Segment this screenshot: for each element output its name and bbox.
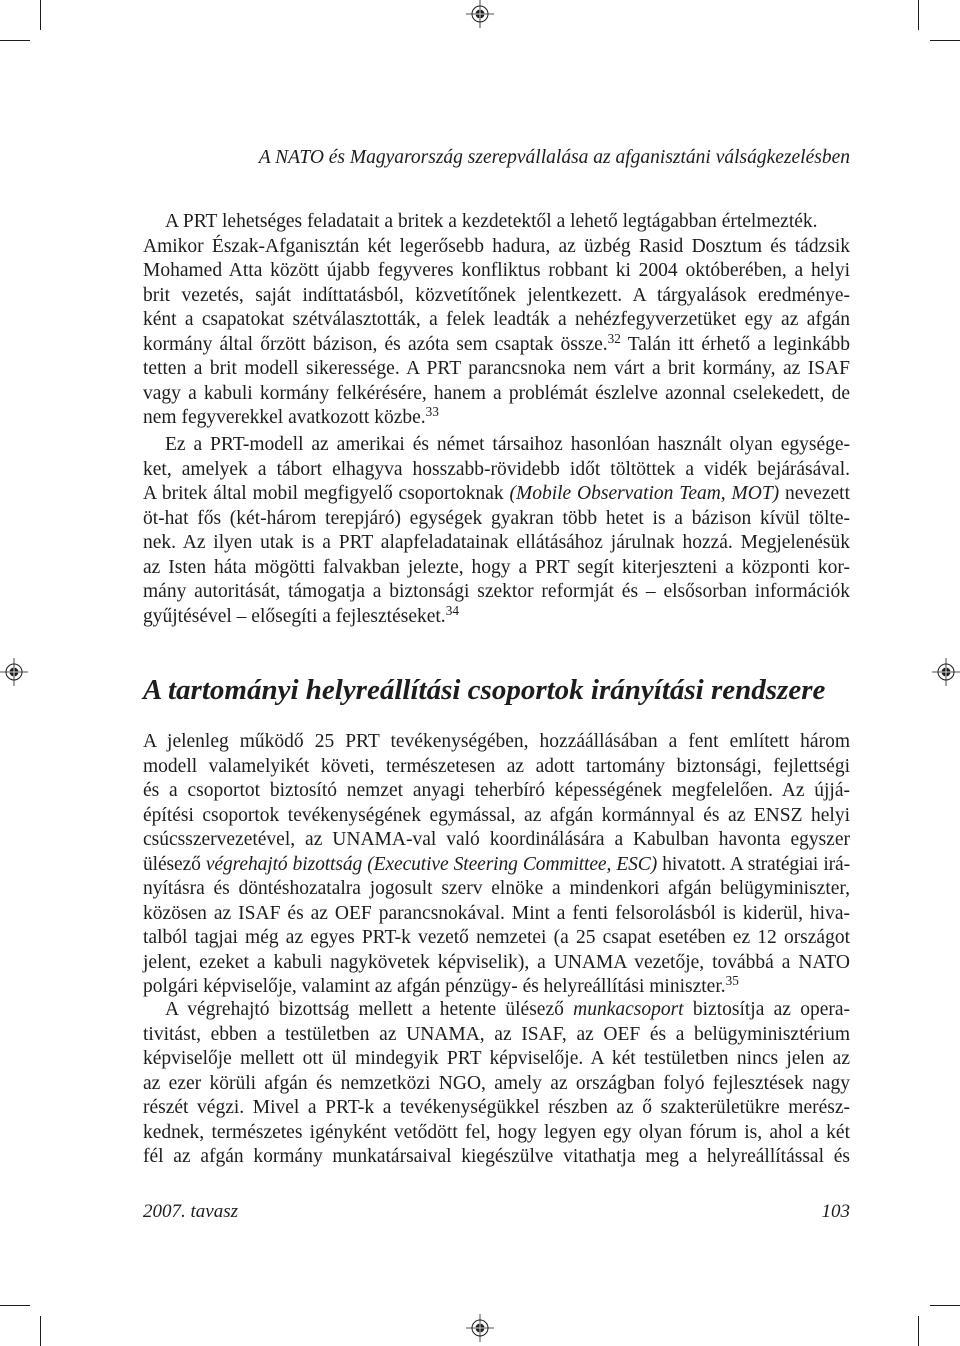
- text-line: [143, 580, 850, 605]
- text-run: kednek, természetes igényként vetődött fel, hogy legyen egy olyan fórum is, ahol a két: [143, 1121, 850, 1143]
- footnote-reference: 32: [607, 330, 621, 346]
- registration-mark-icon: [932, 658, 960, 686]
- text-line: [143, 330, 850, 358]
- text-run: A britek által mobil megfigyelő csoportoknak: [143, 483, 510, 504]
- crop-mark: [918, 0, 919, 30]
- text-line: [143, 406, 850, 431]
- text-line: [143, 1072, 850, 1097]
- text-run: tetten a brit modell sikeressége. A PRT parancsnoka nem várt a brit kormány, az ISAF: [143, 358, 850, 379]
- running-header: A NATO és Magyarország szerepvállalása az afganisztáni válságkezelésben: [258, 147, 850, 168]
- text-line: [143, 458, 850, 483]
- text-run: modell valamelyikét követi, természetesen az adott tartomány biztonsági, fejlettségi: [143, 755, 850, 777]
- crop-mark: [918, 1316, 919, 1346]
- text-run: A végrehajtó bizottság mellett a hetente ülésező: [165, 999, 574, 1020]
- paragraph: [143, 433, 850, 629]
- paragraph: [143, 730, 850, 1000]
- text-line: [143, 602, 850, 630]
- text-run: A PRT lehetséges feladatait a britek a kezdetektől a lehető legtágabban értelmezték.: [165, 211, 818, 232]
- text-line: [143, 1121, 850, 1146]
- footnote-reference: 33: [425, 404, 439, 420]
- text-line: [143, 902, 850, 927]
- text-run: jelent, ezeket a kabuli nagykövetek képviselik), a UNAMA vezetője, továbbá a NATO: [143, 951, 850, 973]
- crop-mark: [0, 1305, 30, 1306]
- paragraph: [143, 998, 850, 1170]
- text-line: [143, 877, 850, 902]
- text-run: ülésező: [143, 853, 206, 875]
- text-line: [143, 975, 850, 1000]
- text-run: tivitást, ebben a testületben az UNAMA, az ISAF, az OEF és a belügyminisztérium: [143, 1023, 850, 1045]
- text-run: fél az afgán kormány munkatársaival kiegészülve vitathatja meg a helyreállítással és: [143, 1146, 850, 1167]
- text-run: gyűjtésével – elősegíti a fejlesztéseket.: [143, 605, 446, 627]
- text-line: [143, 235, 850, 260]
- text-run: nyításra és döntéshozatalra jogosult szerv elnöke a mindenkori afgán belügyminiszter,: [143, 878, 850, 899]
- text-line: [143, 259, 850, 284]
- italic-text: munkacsoport: [573, 999, 684, 1020]
- text-line: [143, 926, 850, 951]
- text-line: [143, 210, 850, 235]
- crop-mark: [40, 0, 41, 30]
- text-line: [143, 828, 850, 853]
- crop-mark: [0, 40, 30, 41]
- crop-mark: [930, 1305, 960, 1306]
- text-run: ként a csapatokat szétválasztották, a felek leadták a nehézfegyverzetüket egy az afgán: [143, 309, 850, 330]
- registration-mark-icon: [0, 658, 28, 686]
- text-run: kormány által őrzött bázison, és azóta sem csaptak össze.: [143, 333, 608, 355]
- registration-mark-icon: [466, 1314, 494, 1342]
- text-run: nem fegyverekkel avatkozott közbe.: [143, 407, 426, 428]
- text-run: építési csoportok tevékenységének egymással, az afgán kormánnyal és az ENSZ helyi: [143, 804, 850, 826]
- text-run: nek. Az ilyen utak is a PRT alapfeladatainak ellátásához járulnak hozzá. Megjelenésük: [143, 532, 850, 553]
- text-line: [143, 1023, 850, 1048]
- text-run: az Isten háta mögötti falvakban jelezte, hogy a PRT segít kiterjeszteni a központi kor-: [143, 556, 850, 578]
- text-run: Mohamed Atta között újabb fegyveres konfliktus robbant ki 2004 októberében, a helyi: [143, 260, 850, 281]
- text-line: [143, 804, 850, 829]
- text-run: brit vezetés, saját indíttatásból, közvetítőnek jelentkezett. A tárgyalások eredménye-: [143, 284, 850, 306]
- issue-label: 2007. tavasz: [143, 1201, 238, 1222]
- text-run: polgári képviselője, valamint az afgán pénzügy- és helyreállítási miniszter.: [143, 976, 726, 997]
- text-line: [143, 556, 850, 581]
- paragraph: [143, 210, 850, 235]
- italic-text: (Mobile Observation Team, MOT): [509, 483, 780, 504]
- text-line: [143, 507, 850, 532]
- text-line: [143, 531, 850, 556]
- text-run: közösen az ISAF és az OEF parancsnokával. Mint a fenti felsorolásból is kiderül, hiva-: [143, 902, 850, 924]
- text-run: talból tagjai még az egyes PRT-k vezető nemzetei (a 25 csapat esetében ez 12 országot: [143, 927, 850, 948]
- text-line: [143, 755, 850, 780]
- registration-mark-icon: [466, 0, 494, 28]
- text-run: képviselője mellett ott ül mindegyik PRT képviselője. A két testületben nincs jelen az: [143, 1048, 850, 1069]
- text-run: vagy a kabuli kormány felkérésére, hanem a problémát észlelve azonnal cselekedett, de: [143, 382, 850, 404]
- text-line: [143, 482, 850, 507]
- crop-mark: [930, 40, 960, 41]
- text-run: nevezett: [779, 483, 850, 504]
- text-line: [143, 998, 850, 1023]
- footnote-reference: 35: [725, 973, 739, 989]
- crop-mark: [40, 1316, 41, 1346]
- text-run: és a csoportot biztosító nemzet anyagi teherbíró képességének megfelelően. Az újjá-: [143, 780, 850, 801]
- text-line: [143, 1145, 850, 1170]
- section-heading: A tartományi helyreállítási csoportok irányítási rendszere: [143, 674, 826, 706]
- text-run: mány autoritását, támogatja a biztonsági szektor reformját és – elsősorban információk: [143, 581, 850, 602]
- text-run: biztosítja az opera-: [683, 999, 850, 1020]
- text-line: [143, 284, 850, 309]
- text-line: [143, 853, 850, 878]
- text-line: [143, 730, 850, 755]
- text-line: [143, 308, 850, 333]
- text-run: hivatott. A stratégiai irá-: [657, 853, 850, 875]
- text-run: az ezer körüli afgán és nemzetközi NGO, amely az országban folyó fejlesztések nagy: [143, 1072, 850, 1094]
- italic-text: végrehajtó bizottság (Executive Steering Committee, ESC): [205, 853, 658, 875]
- text-line: [143, 357, 850, 382]
- text-line: [143, 779, 850, 804]
- page-footer: [143, 1200, 850, 1224]
- text-run: Talán itt érhető a leginkább: [620, 333, 850, 355]
- paragraph: [143, 235, 850, 431]
- text-line: [143, 382, 850, 407]
- text-run: csúcsszervezetével, az UNAMA-val való koordinálására a Kabulban havonta egyszer: [143, 829, 850, 850]
- text-line: [143, 951, 850, 976]
- footnote-reference: 34: [445, 602, 459, 618]
- text-line: [143, 433, 850, 458]
- text-run: A jelenleg működő 25 PRT tevékenységében, hozzáállásában a fent említett három: [143, 731, 850, 752]
- text-line: [143, 1096, 850, 1121]
- text-line: [143, 1047, 850, 1072]
- text-run: ket, amelyek a tábort elhagyva hosszabb-rövidebb időt töltöttek a vidék bejárásával.: [143, 458, 850, 480]
- text-run: öt-hat fős (két-három terepjáró) egységek gyakran több hetet is a bázison kívül tölte-: [143, 507, 850, 529]
- text-run: Amikor Észak-Afganisztán két legerősebb hadura, az üzbég Rasid Dosztum és tádzsik: [143, 235, 850, 257]
- text-run: részét végzi. Mivel a PRT-k a tevékenységükkel részben az ő szakterületükre merész-: [143, 1097, 850, 1118]
- page-number: 103: [821, 1201, 850, 1222]
- text-run: Ez a PRT-modell az amerikai és német társaihoz hasonlóan használt olyan egysége-: [165, 434, 850, 455]
